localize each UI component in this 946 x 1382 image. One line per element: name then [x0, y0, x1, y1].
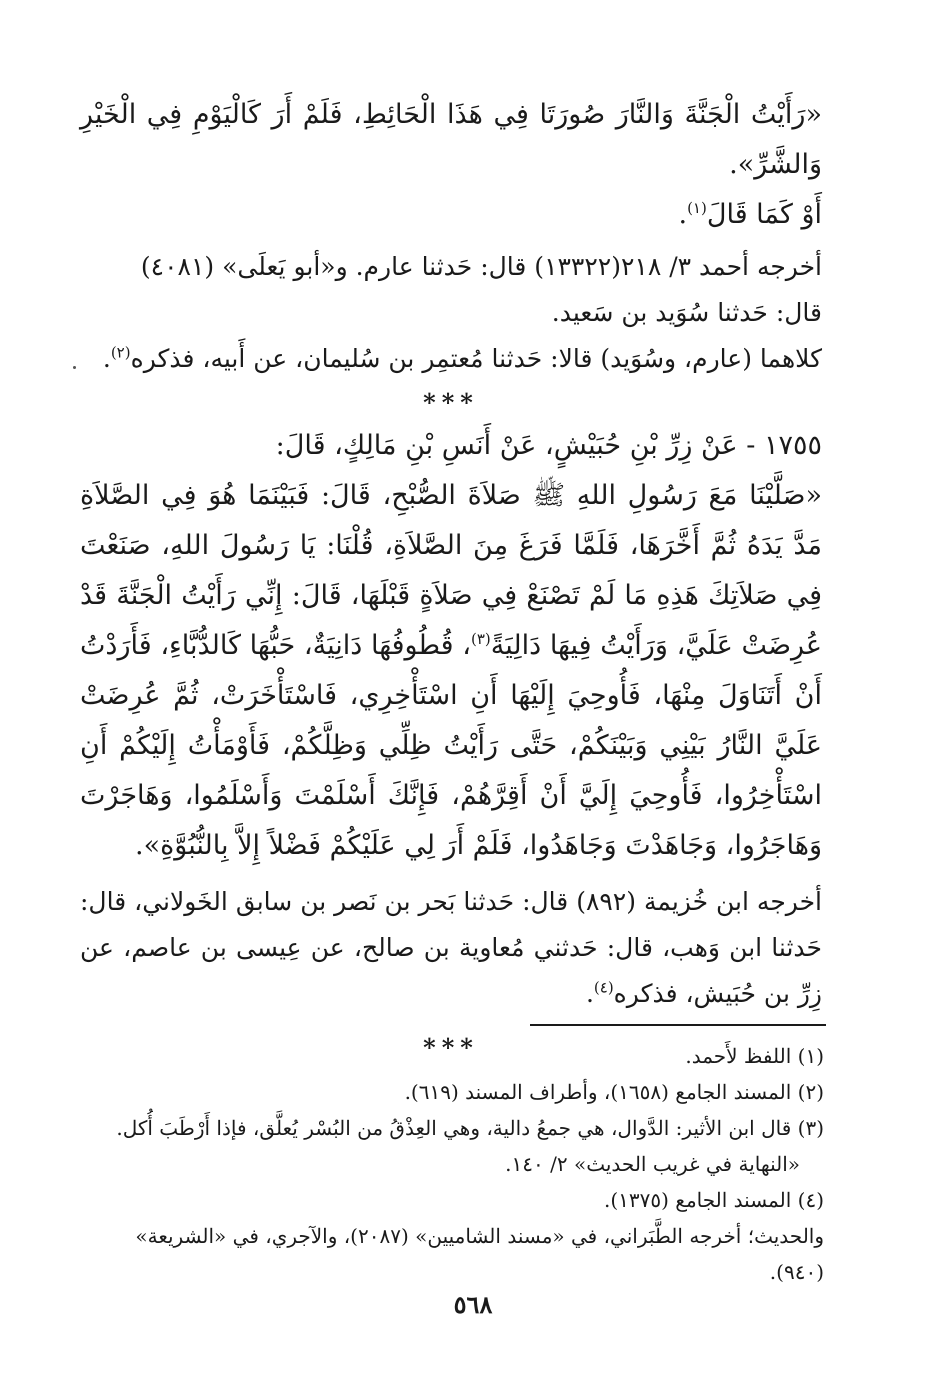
- footnote-text: المسند الجامع (١٣٧٥).: [604, 1188, 792, 1212]
- source-1-line2: قال: حَدثنا سُوَيد بن سَعيد.: [551, 298, 822, 327]
- hadith-text: [80, 471, 822, 871]
- top-quote-line1: «رَأَيْتُ الْجَنَّةَ وَالنَّارَ صُورَتَا فِي هَذَا الْحَائِطِ، فَلَمْ أَرَ كَالْيَوْمِ فِي الْخَيْرِ وَالشَّرِّ».: [80, 99, 822, 180]
- hadith-dash: -: [746, 430, 756, 461]
- source-1-end: .: [102, 344, 111, 373]
- footnote-1: [90, 1038, 824, 1074]
- footnote-number: (١): [797, 1044, 824, 1068]
- source-1: [80, 244, 822, 382]
- footnote-text: اللفظ لأَحمد.: [685, 1044, 792, 1068]
- hadith-chain: عَنْ زِرِّ بْنِ حُبَيْشٍ، عَنْ أَنَسِ بْنِ مَالِكٍ، قَالَ:: [275, 430, 738, 461]
- source-2: [80, 879, 822, 1017]
- stray-dot: [73, 366, 76, 369]
- source-2-end: .: [585, 979, 594, 1008]
- top-quote-line2: أَوْ كَمَا قَالَ: [706, 199, 822, 230]
- page-body: [80, 90, 822, 1062]
- footnote-2: [90, 1074, 824, 1110]
- footnote-number: (٣): [797, 1116, 824, 1140]
- footnote-text: المسند الجامع (١٦٥٨)، وأطراف المسند (٦١٩).: [404, 1080, 792, 1104]
- footnote-number: (٤): [797, 1188, 824, 1212]
- source-2-text: أخرجه ابن خُزيمة (٨٩٢) قال: حَدثنا بَحر بن نَصر بن سابق الخَولاني، قال: حَدثنا ابن وَهب، قال: حَدثني مُعاوية بن صالح، عن عِيسى بن عاصم، عن زِرِّ بن حُبَيش، فذكره: [80, 887, 822, 1008]
- footnote-3-continuation: «النهاية في غريب الحديث» ٢/ ١٤٠.: [505, 1152, 800, 1176]
- separator-stars-2: ***: [423, 1033, 479, 1062]
- footnote-3: [90, 1110, 824, 1146]
- top-quote-end: .: [678, 199, 688, 230]
- footnote-ref-4[interactable]: (٤): [593, 978, 614, 997]
- footnote-ref-1[interactable]: (١): [687, 199, 707, 217]
- separator-stars: ***: [423, 388, 479, 417]
- footnote-rule: [530, 1024, 826, 1026]
- hadith-text-a: «صَلَّيْنَا مَعَ رَسُولِ اللهِ ﷺ صَلاَةَ الصُّبْحِ، قَالَ: فَبَيْنَمَا هُوَ فِي الصَّلاَةِ مَدَّ يَدَهُ ثُمَّ أَخَّرَهَا، فَلَمَّا فَرَغَ مِنَ الصَّلاَةِ، قُلْنَا: يَا رَسُولَ اللهِ، صَنَعْتَ فِي صَلاَتِكَ هَذِهِ مَا لَمْ تَصْنَعْ فِي صَلاَةٍ قَبْلَهَا، قَالَ: إِنِّي رَأَيْتُ الْجَنَّةَ قَدْ عُرِضَتْ عَلَيَّ، وَرَأَيْتُ فِيهَا دَالِيَةً: [80, 480, 822, 661]
- page-number: ٥٦٨: [453, 1290, 493, 1319]
- footnotes: [90, 1038, 824, 1290]
- footnote-text: قال ابن الأثير: الدَّوال، هي جمعُ دالية، وهي العِذْقُ من البُسْر يُعلَّق، فإذا أَرْطَبَ أُكل.: [116, 1116, 792, 1140]
- hadith-heading: [80, 421, 822, 471]
- source-1-line3: كلاهما (عارم، وسُوَيد) قالا: حَدثنا مُعتمِر بن سُليمان، عن أَبيه، فذكره: [130, 344, 822, 373]
- footnote-ref-2[interactable]: (٢): [110, 343, 131, 362]
- footnote-ref-3[interactable]: (٣): [470, 630, 491, 648]
- hadith-text-b: ، قُطُوفُهَا دَانِيَةٌ، حَبُّهَا كَالدُّبَّاءِ، فَأَرَدْتُ أَنْ أَتَنَاوَلَ مِنْهَا، فَأُوحِيَ إِلَيْهَا أَنِ اسْتَأْخِرِي، فَاسْتَأْخَرَتْ، ثُمَّ عُرِضَتْ عَلَيَّ النَّارُ بَيْنِي وَبَيْنَكُمْ، حَتَّى رَأَيْتُ ظِلِّي وَظِلَّكُمْ، فَأَوْمَأْتُ إِلَيْكُمْ أَنِ اسْتَأْخِرُوا، فَأُوحِيَ إِلَيَّ أَنْ أَقِرَّهُمْ، فَإِنَّكَ أَسْلَمْتَ وَأَسْلَمُوا، وَهَاجَرْتَ وَهَاجَرُوا، وَجَاهَدْتَ وَجَاهَدُوا، فَلَمْ أَرَ لِي عَلَيْكُمْ فَضْلاً إِلاَّ بِالنُّبُوَّةِ».: [80, 630, 822, 861]
- footnote-number: (٢): [797, 1080, 824, 1104]
- footnote-4-extra: والحديث؛ أخرجه الطَّبَراني، في «مسند الشاميين» (٢٠٨٧)، والآجري، في «الشريعة» (٩٤٠).: [135, 1224, 824, 1284]
- footnote-4: [90, 1182, 824, 1218]
- source-1-line1: أخرجه أحمد ٣/ ٢١٨(١٣٣٢٢) قال: حَدثنا عارم. و«أبو يَعلَى» (٤٠٨١): [140, 252, 822, 281]
- top-quote: [80, 90, 822, 240]
- hadith-number: ١٧٥٥: [763, 430, 822, 461]
